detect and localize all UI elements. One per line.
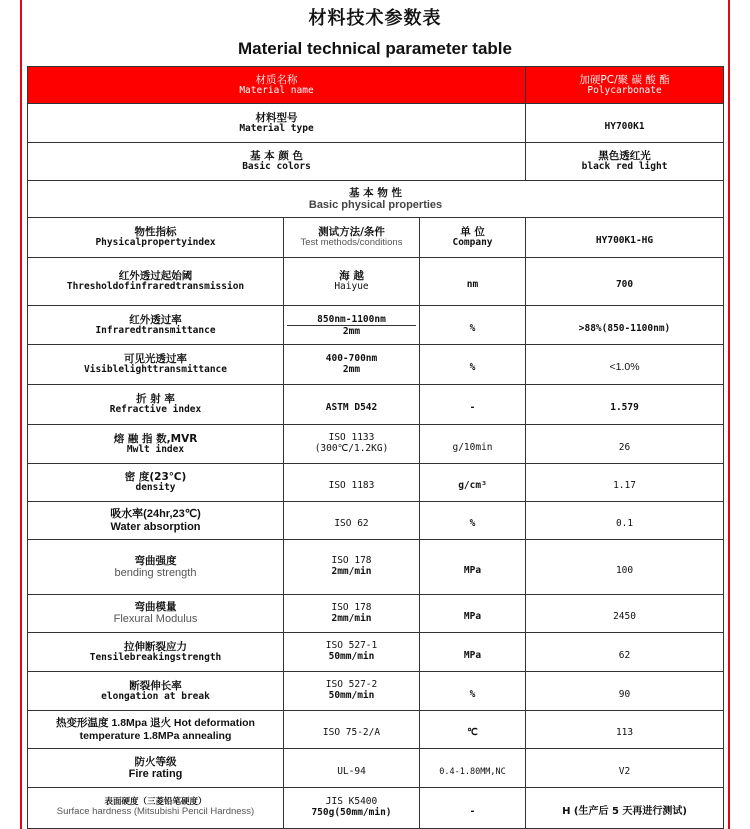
property-name-en: elongation at break — [101, 690, 210, 702]
column-unit-en: Company — [452, 237, 493, 249]
property-value: >88%(850-1100nm) — [578, 322, 671, 334]
column-unit-cn: 单 位 — [460, 226, 485, 238]
test-method: 400-700nm — [325, 352, 378, 364]
property-name-cn: 表面硬度（三菱铅笔硬度） — [104, 796, 207, 807]
property-name-cn: 密 度(23℃) — [124, 471, 187, 483]
test-method: ISO 62 — [334, 518, 369, 529]
unit-value: % — [469, 518, 476, 529]
property-name-en: Water absorption — [110, 520, 201, 533]
unit-value: ℃ — [467, 727, 478, 738]
unit-value: nm — [466, 279, 479, 290]
property-name-en: Visiblelighttransmittance — [84, 364, 227, 376]
unit-value: g/cm³ — [458, 480, 487, 491]
property-name-cn: 可见光透过率 — [124, 353, 187, 365]
unit-value: g/10min — [452, 441, 493, 453]
unit-value: 0.4-1.80MM,NC — [439, 766, 506, 777]
test-method: ISO 1133 — [328, 432, 375, 444]
property-name-en: Mwlt index — [126, 443, 185, 455]
property-value: 100 — [615, 564, 634, 576]
property-name-en: temperature 1.8MPa annealing — [79, 729, 232, 742]
property-value: <1.0% — [609, 361, 640, 373]
section-header-row — [28, 181, 724, 218]
table-row — [28, 540, 724, 595]
property-name-cn: 热变形温度 1.8Mpa 退火 Hot deformation — [56, 717, 255, 730]
property-value: 62 — [618, 649, 631, 661]
test-method: UL-94 — [337, 765, 366, 777]
property-name-cn: 折 射 率 — [136, 393, 175, 405]
test-condition: 2mm/min — [331, 566, 372, 577]
property-value: 26 — [618, 441, 631, 453]
property-name-en: Fire rating — [128, 767, 183, 780]
property-name-en: Surface hardness (Mitsubishi Pencil Hardness) — [56, 806, 255, 818]
test-method: ISO 527-2 — [325, 679, 378, 691]
test-condition: Haiyue — [334, 281, 369, 293]
table-row — [28, 502, 724, 540]
test-condition: 50mm/min — [328, 690, 375, 701]
test-method: ASTM D542 — [325, 402, 378, 413]
property-name-en: Tensilebreakingstrength — [89, 651, 222, 663]
basic-color-value-en: black red light — [581, 161, 668, 173]
property-name-cn: 弯曲模量 — [134, 601, 177, 614]
test-condition: (300℃/1.2KG) — [314, 443, 389, 454]
table-row — [28, 306, 724, 345]
unit-value: - — [469, 805, 476, 817]
property-name-cn: 红外透过率 — [129, 313, 182, 326]
table-row — [28, 749, 724, 788]
material-name-row — [28, 67, 724, 104]
property-name-en: Thresholdofinfraredtransmission — [66, 281, 245, 293]
test-method: ISO 75-2/A — [322, 727, 381, 738]
section-title-en: Basic physical properties — [308, 198, 443, 211]
property-name-cn: 弯曲强度 — [134, 554, 177, 567]
unit-value: MPa — [463, 564, 482, 576]
material-type-label-en: Material type — [239, 122, 314, 134]
page-title-en: Material technical parameter table — [237, 39, 512, 58]
table-row — [28, 425, 724, 464]
test-method: 海 越 — [339, 270, 364, 282]
property-name-cn: 红外透过起始阈 — [118, 270, 193, 282]
basic-color-label-en: Basic colors — [242, 161, 311, 173]
material-name-value-en: Polycarbonate — [587, 84, 662, 96]
table-row — [28, 385, 724, 425]
property-value: 90 — [618, 688, 631, 700]
basic-color-value-cn: 黑色透红光 — [598, 150, 651, 162]
basic-color-label-cn: 基 本 颜 色 — [250, 150, 303, 162]
property-name-en: Flexural Modulus — [113, 613, 198, 626]
column-property-en: Physicalpropertyindex — [95, 237, 216, 249]
material-name-value-cn: 加硬PC/聚 碳 酸 酯 — [579, 73, 670, 86]
table-row — [28, 672, 724, 711]
material-name-label-en: Material name — [239, 84, 314, 96]
unit-value: MPa — [463, 649, 482, 661]
property-name-en: Refractive index — [109, 404, 202, 416]
test-condition: 750g(50mm/min) — [311, 807, 392, 818]
property-name-en: bending strength — [114, 566, 197, 579]
column-value-grade: HY700K1-HG — [595, 235, 654, 246]
column-method-en: Test methods/conditions — [300, 237, 403, 249]
material-name-label-cn: 材质名称 — [255, 73, 298, 86]
test-method: ISO 1183 — [328, 480, 375, 491]
table-row — [28, 633, 724, 672]
page-title-cn: 材料技术参数表 — [308, 8, 442, 29]
material-type-label-cn: 材料型号 — [255, 111, 298, 124]
property-value: 700 — [615, 279, 634, 290]
table-row — [28, 788, 724, 829]
table-row — [28, 711, 724, 749]
property-name-cn: 吸水率(24hr,23℃) — [110, 507, 201, 520]
section-title-cn: 基 本 物 性 — [349, 186, 402, 199]
basic-color-row — [28, 143, 724, 181]
property-value: 113 — [615, 727, 634, 738]
property-name-cn: 拉伸断裂应力 — [124, 640, 187, 653]
property-value: 1.17 — [613, 480, 636, 491]
test-method: ISO 178 — [331, 601, 372, 613]
test-condition: 2mm — [342, 325, 361, 337]
test-condition: 2mm — [342, 363, 361, 375]
test-method: ISO 178 — [331, 555, 372, 567]
property-name-en: density — [135, 482, 176, 494]
unit-value: MPa — [463, 611, 482, 622]
property-value: V2 — [618, 765, 631, 777]
test-condition: 50mm/min — [328, 651, 375, 662]
table-row — [28, 464, 724, 502]
column-header-row — [28, 218, 724, 258]
column-property-cn: 物性指标 — [134, 226, 177, 238]
property-name-cn: 断裂伸长率 — [129, 679, 182, 692]
material-type-row — [28, 104, 724, 143]
test-condition: 2mm/min — [331, 612, 372, 624]
property-name-en: Infraredtransmittance — [95, 324, 216, 336]
test-method: JIS K5400 — [325, 796, 378, 808]
test-method: ISO 527-1 — [325, 640, 378, 652]
property-name-cn: 熔 融 指 数,MVR — [113, 432, 198, 445]
test-method: 850nm-1100nm — [317, 313, 386, 325]
table-row — [28, 258, 724, 306]
unit-value: % — [469, 322, 476, 334]
table-row — [28, 345, 724, 385]
property-value: H (生产后 5 天再进行测试) — [562, 805, 687, 817]
parameter-table — [27, 66, 724, 829]
property-value: 2450 — [613, 611, 636, 622]
unit-value: - — [469, 402, 476, 413]
property-name-cn: 防火等级 — [134, 755, 177, 768]
column-method-cn: 测试方法/条件 — [318, 226, 385, 238]
unit-value: % — [469, 362, 476, 373]
property-value: 0.1 — [615, 518, 634, 529]
material-type-value: HY700K1 — [604, 120, 645, 132]
property-value: 1.579 — [610, 402, 639, 413]
unit-value: % — [469, 688, 476, 700]
table-row — [28, 595, 724, 633]
